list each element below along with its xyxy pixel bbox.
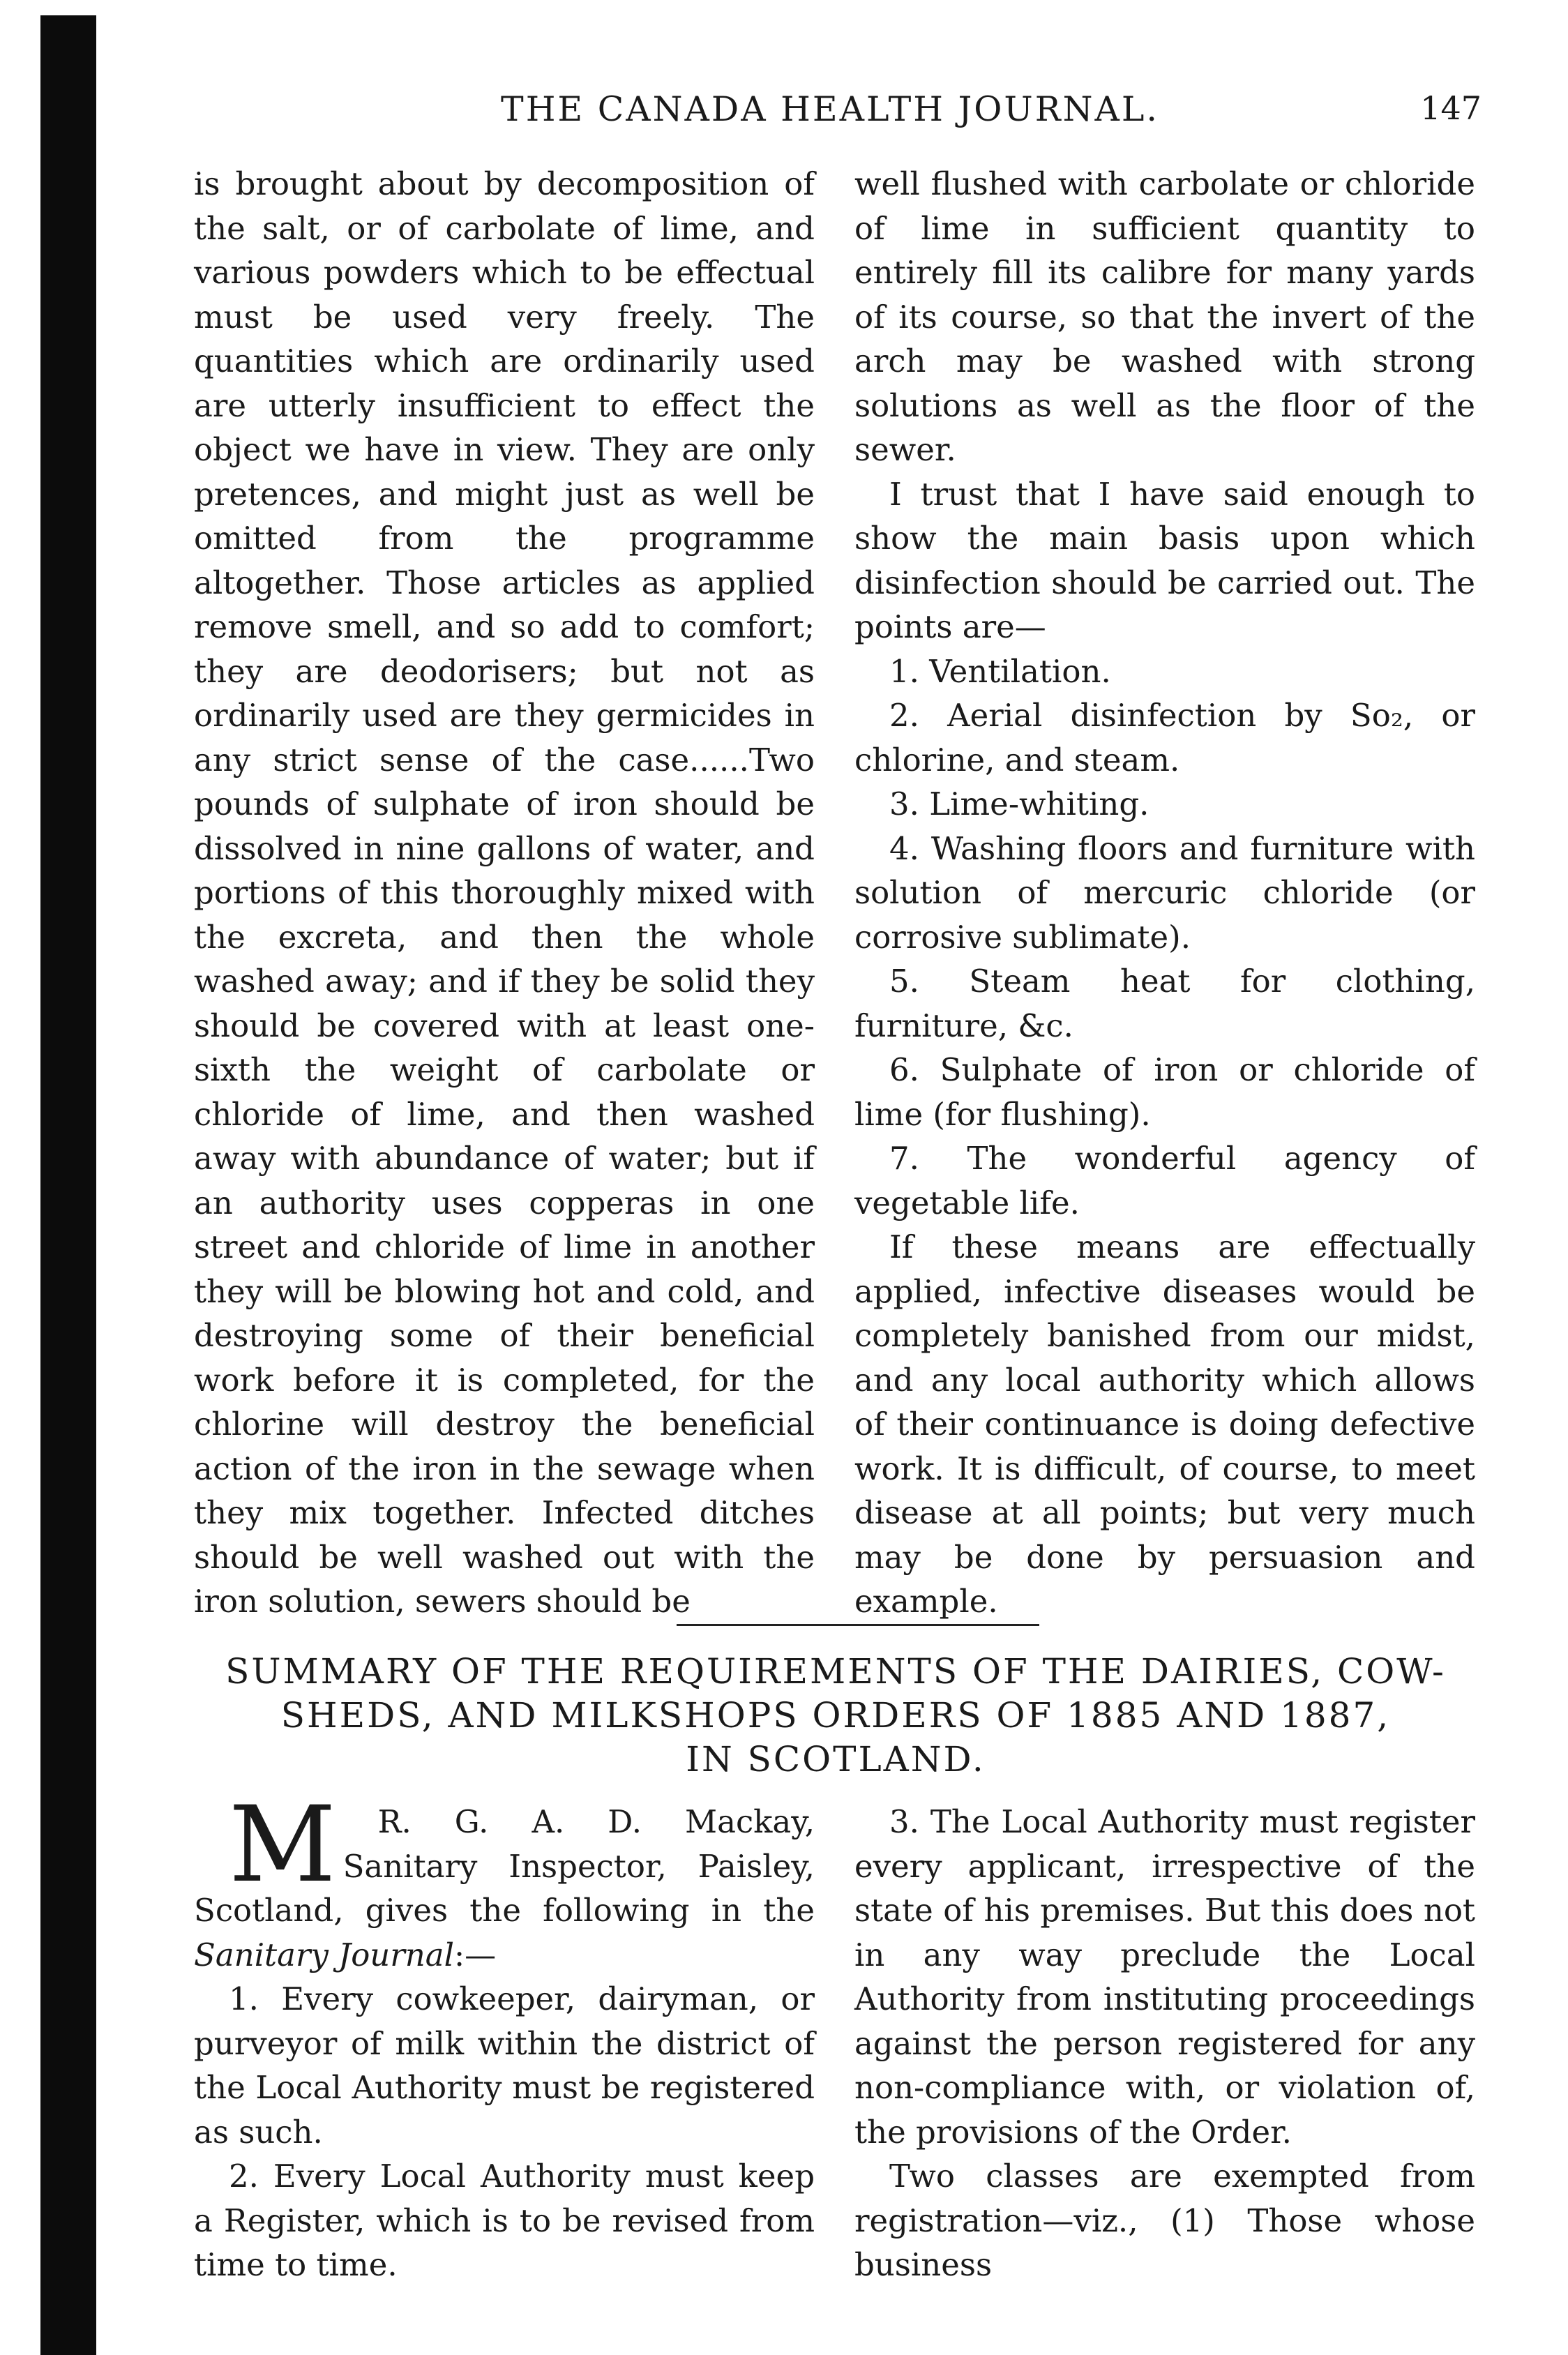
list-item: 7. The wonderful agency of vegetable life. [854,1140,1475,1221]
heading-line: IN SCOTLAND. [686,1739,986,1780]
body-paragraph: 3. The Local Authority must register every applicant, irrespective of the state of his premises. But this does not in any way preclude the Local Authority from instituting proceedings against the person registered for any non-compliance with, or violation of, the provisions of the Order. [854,1803,1475,2151]
body-paragraph: well flushed with carbolate or chloride of lime in sufficient quantity to entirely fill its calibre for many yards of its course, so that the invert of the arch may be washed with strong solutions as well as the floor of the sewer. [854,165,1475,468]
body-paragraph: If these means are effectually applied, infective diseases would be completely banished from our midst, and any local authority which allows of their continuance is doing defective work. It is difficult, of course, to meet disease at all points; but very much may be done by persuasion and example. [854,1228,1475,1620]
bottom-right-column [854,1800,1475,2287]
list-item: 6. Sulphate of iron or chloride of lime (for flushing). [854,1051,1475,1133]
body-paragraph: I trust that I have said enough to show the main basis upon which disinfection should be carried out. The points are— [854,475,1475,645]
list-item: 4. Washing floors and furniture with solution of mercuric chloride (or corrosive sublimate). [854,829,1475,956]
list-item: 2. Aerial disinfection by So₂, or chlorine, and steam. [854,697,1475,778]
bottom-left-column [194,1784,815,2287]
drop-cap: M [229,1784,336,1906]
source-title: Sanitary Journal [194,1936,455,1973]
running-head [160,89,1500,138]
top-right-column [854,162,1475,1624]
section-divider [677,1624,1039,1626]
article-heading [194,1650,1477,1782]
intro-paragraph [194,1784,815,1977]
body-paragraph: is brought about by decomposition of the salt, or of carbolate of lime, and various powders which to be effectual must be used very freely. The quantities which are ordinarily used are utterly insufficient to effect the object we have in view. They are only pretences, and might just as well be omitted from the programme altogether. Those articles as applied remove smell, and so add to comfort; they are deodorisers; but not as ordinarily used are they germicides in any strict sense of the case......Two pounds of sulphate of iron should be dissolved in nine gallons of water, and portions of this thoroughly mixed with the excreta, and then the whole washed away; and if they be solid they should be covered with at least one-sixth the weight of carbolate or chloride of lime, and then washed away with abundance of water; but if an authority uses copperas in one street and chloride of lime in another they will be blowing hot and cold, and destroying some of their beneficial work before it is completed, for the chlorine will destroy the beneficial action of the iron in the sewage when they mix together. Infected ditches should be well washed out with the iron solution, sewers should be [194,165,815,1620]
heading-line: SHEDS, AND MILKSHOPS ORDERS OF 1885 AND 1887, [280,1695,1391,1736]
list-item: 3. Lime-whiting. [889,785,1149,822]
journal-title: THE CANADA HEALTH JOURNAL. [501,89,1159,129]
top-left-column [194,162,815,1624]
intro-end: :— [454,1936,497,1973]
body-paragraph: 2. Every Local Authority must keep a Register, which is to be revised from time to time. [194,2158,815,2283]
page-number: 147 [1420,89,1482,127]
body-paragraph: 1. Every cowkeeper, dairyman, or purveyor of milk within the district of the Local Authority must be registered as such. [194,1980,815,2151]
body-paragraph: Two classes are exempted from registration—viz., (1) Those whose business [854,2158,1475,2283]
list-item: 5. Steam heat for clothing, furniture, &c. [854,963,1475,1044]
page-edge-shadow [40,15,96,2355]
heading-line: SUMMARY OF THE REQUIREMENTS OF THE DAIRIES, COW- [225,1651,1446,1692]
intro-text: R. G. A. D. Mackay, Sanitary Inspector, Paisley, Scotland, gives the following in the [194,1803,815,1929]
list-item: 1. Ventilation. [889,652,1111,690]
